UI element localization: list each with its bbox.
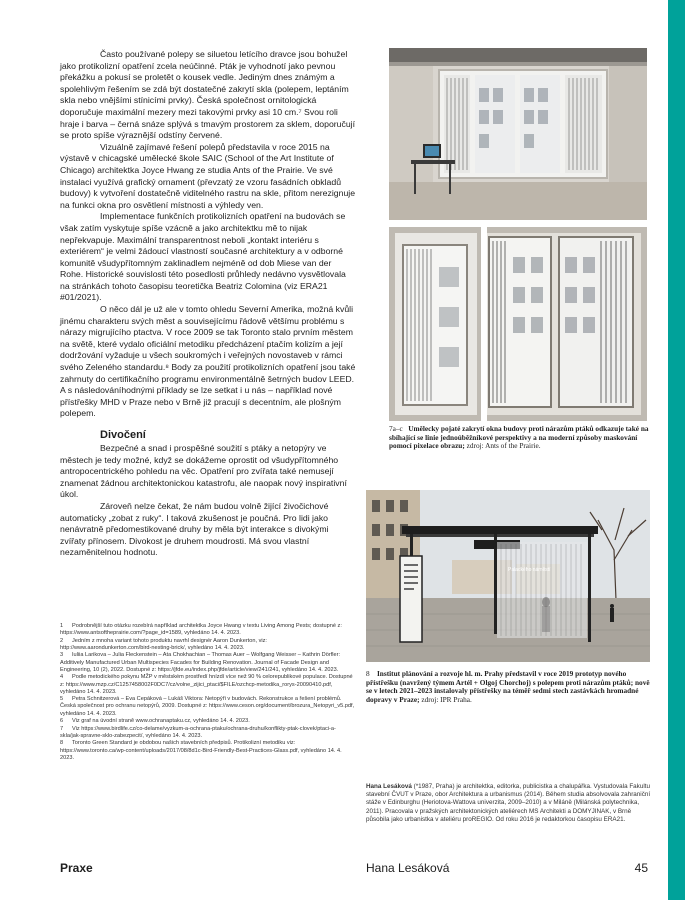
- shelter-sign-label: Palackého náměstí: [508, 567, 551, 573]
- body-paragraph: Bezpečné a snad i prospěšné soužití s ptáky a netopýry ve městech je tedy možné, když se dokážeme oprostit od všudypřítomného antropocentrického pohledu na věc. Opatření pro zvířata také nemusejí znamenat žádnou architektonickou katastrofu, ale naopak nový inspirativní úkol.: [60, 443, 347, 500]
- footnote-text: Viz https://www.birdlife.cz/co-delame/vyzkum-a-ochrana-ptaku/ochrana-druhu/konflikty-ptak-clovek/ptaci-a-skla/jak-spravne-sklo-zabezpecit/, vyhledáno 14. 4. 2023.: [60, 725, 336, 739]
- footnote: [60, 718, 356, 725]
- author-bio: [366, 783, 656, 824]
- footnote-number: 3: [60, 652, 64, 659]
- footnote-text: Podle metodického pokynu MŽP v městském prostředí hnízdí více než 90 % celorepublikové populace. Dostupné z: https://www.mzp.cz/C1257458002F0DC7/cz/volne_zijici_ptaci/$FILE/ozchcp-metodika_rorys-20090410.pdf, vyhledáno 14. 4. 2023.: [60, 674, 353, 695]
- footnote-text: Podrobnější tuto otázku rozebírá například architektka Joyce Hwang v textu Living Among Pests; dostupné z: https://www.antsoftheprairie.com/?page_id=1589, vyhledáno 14. 4. 2023.: [60, 623, 342, 637]
- author-bio-name: Hana Lesáková: [366, 783, 412, 790]
- page-edge-accent-bar: [668, 0, 685, 900]
- body-paragraph: Implementace funkčních protikolizních opatření na budovách se však zatím vyskytuje spíše vzácně a jako architektku mě to nijak nepřekvapuje. Maximální transparentnost neboli „kontakt interiéru s exteriérem“ je velmi žádoucí vlastností současné architektury a v odborné komunitě všudypřítomným zaklinadlem nejméně od dob Miese van der Rohe. Historické souvislosti této posedlosti průhledy nedávno vysvětlovala na stránkách tohoto časopisu teoretička Beatriz Colomina (viz ERA21 #01/2021).: [60, 211, 346, 303]
- body-paragraph: Často používané polepy se siluetou letícího dravce jsou bohužel jako protikolizní opatření zcela neúčinné. Pták je vyhodnotí jako pevnou překážku a pokusí se proletět o kousek vedle. Jediným dnes známým a spolehlivým řešením se zdá být dostatečné zakrytí skla (polepem, leptáním skla nebo vnějšími stínicími prvky). Česká společnost ornitologická doporučuje maximální mezery mezi takovými prvky asi 10 cm.⁷ Svou roli hraje i barva – černá snáze splývá s tmavým prostorem za sklem, doporučují se proto spíše výraznější odstíny červené.: [60, 49, 356, 141]
- caption-label: 8: [366, 669, 370, 678]
- body-paragraph: Zároveň nelze čekat, že nám budou volně žijící živočichové automaticky „zobat z ruky“. I taková zkušenost je poučná. Pro lidi jako nenávratně předomestikované druhy by měla být interakce s divokými zvířaty přínosem. Divokost je druhem moudrosti. Má svou vlastní nezaměnitelnou hodnotu.: [60, 500, 329, 558]
- author-bio-text: (*1987, Praha) je architektka, editorka, publicistka a chalupářka. Vystudovala Fakultu stavební ČVUT v Praze, obor Architektura a urbanismus (2014). Během studia absolvovala zahraniční stáže v Edinburghu (Heriotova-Wattova univerzita, 2009–2010) a v Miláně (Milánská polytechnika, 2011). Pracovala v pražských architektonických ateliérech MS Architekti a DOMYJINAK, v Brně působila jako urbanistka v ateliéru proREGIO. Od roku 2016 je redaktorkou časopisu ERA21.: [366, 783, 651, 823]
- footer-section: Praxe: [60, 861, 93, 875]
- footnote-text: Petra Schnitzerová – Eva Cepáková – Lukáš Viktora: Netopýři v budovách. Rekonstrukce a řešení problémů. Česká společnost pro ochranu netopýrů, 2009. Dostupné z: https://www.ceson.org/document/brozura_Netopyri_v5.pdf, vyhledáno 14. 4. 2023.: [60, 696, 355, 717]
- body-paragraph: Vizuálně zajímavé řešení polepů představila v roce 2015 na výstavě v chicagské umělecké škole SAIC (School of the Art Institute of Chicago) architektka Joyce Hwang ze studia Ants of the Prairie. Ve své instalaci využívá grafický ornament (převzatý ze vzoru fasádních obkladů budovy) k vytvoření dostatečně viditelného rastru na skle, přitom nerezignuje na funkci okna pro osvětlení místnosti a výhledy ven.: [60, 141, 356, 210]
- page-number: 45: [634, 861, 648, 875]
- footnote-number: 5: [60, 696, 64, 703]
- main-text-column: [60, 49, 356, 559]
- caption-text: Umělecky pojaté zakrytí okna budovy proti nárazům ptáků odkazuje také na sbíhající se linie jednoúběžníkové perspektivy a na moderní způsoby maskování pomocí pixelace obrazu;: [389, 424, 649, 451]
- footnote: [60, 726, 356, 740]
- photo-7bc-window-detail: [389, 227, 647, 421]
- photo-8-tram-shelter: [366, 490, 650, 662]
- footnote: [60, 652, 356, 674]
- footnote-number: 7: [60, 725, 64, 732]
- footnote: [60, 696, 356, 718]
- footnote-number: 8: [60, 740, 64, 747]
- footnote-text: Viz graf na úvodní straně www.ochranaptaku.cz, vyhledáno 14. 4. 2023.: [72, 718, 250, 725]
- footnote: [60, 740, 356, 762]
- footnote-number: 2: [60, 637, 64, 644]
- footnote: [60, 623, 356, 637]
- footnote-text: Jedním z mnoha variant tohoto produktu navrhl designér Aaron Dunkerton, viz: http://www.aarondunkerton.com/bird-nesting-brick/, vyhledáno 14. 4. 2023.: [60, 637, 267, 651]
- footer-author: Hana Lesáková: [366, 861, 450, 875]
- section-heading: Divočení: [100, 429, 146, 441]
- caption-figure-8: [366, 670, 650, 704]
- footnote-number: 6: [60, 718, 64, 725]
- footnote-text: Iuliia Larikova – Julia Fleckenstein – Ata Chokhachian – Thomas Auer – Wolfgang Weisser – Kathrin Dörfler: Additively Manufactured Urban Multispecies Facades for Building Renovation. Journal of Facade Design and Engineering, 10 (2), 2022. Dostupné z: https://jfde.eu/index.php/jfde/article/view/241/241, vyhledáno 14. 4. 2023.: [60, 652, 341, 673]
- footnote-number: 4: [60, 674, 64, 681]
- caption-source: zdroj: IPR Praha.: [421, 694, 472, 704]
- photo-7a-gallery-window: [389, 48, 647, 220]
- body-paragraph: O něco dál je už ale v tomto ohledu Severní Amerika, možná kvůli jinému charakteru svých měst a souvisejícímu řádově většímu problému s nárazy migrujícího ptactva. V roce 2009 se tak Toronto stalo prvním městem na světě, které vydalo oficiální metodiku předcházení ptačím kolizím a její dodržování vyžaduje u všech soukromých i veřejných novostaveb v rámci svého Zeleného standardu.⁸ Body za použití protikolizních opatření jsou také zahrnuty do certifikačního programu environmentálně šetrných budov LEED. A s následováníhodnými příklady se lze setkat i u nás – například nové přístřešky MHD v Praze nebo v Brně již pracují s decentním, ale plošným polepem.: [60, 304, 356, 419]
- footnotes: [60, 623, 356, 762]
- footnote-number: 1: [60, 623, 64, 629]
- caption-source: zdroj: Ants of the Prairie.: [466, 441, 541, 451]
- footnote: [60, 674, 356, 696]
- footnote-text: Toronto Green Standard je obdobou našich stavebních předpisů. Protikolizní metodiku viz: https://www.toronto.ca/wp-content/uploads/2017/08/8d1c-Bird-Friendly-Best-Practices-Glass.pdf, vyhledáno 14. 4. 2023.: [60, 740, 342, 761]
- caption-label: 7a–c: [389, 424, 403, 433]
- footnote: [60, 638, 356, 652]
- caption-text: Institut plánování a rozvoje hl. m. Prahy představil v roce 2019 prototyp nového přístřešku (navržený týmem Artél + Olgoj Chorchoj) s polepem proti nárazům ptáků; nově se v letech 2021–2023 instalovaly přístřešky na téměř sedmi stech zastávkách hromadné dopravy v Praze;: [366, 669, 650, 704]
- caption-figure-7: [389, 425, 653, 451]
